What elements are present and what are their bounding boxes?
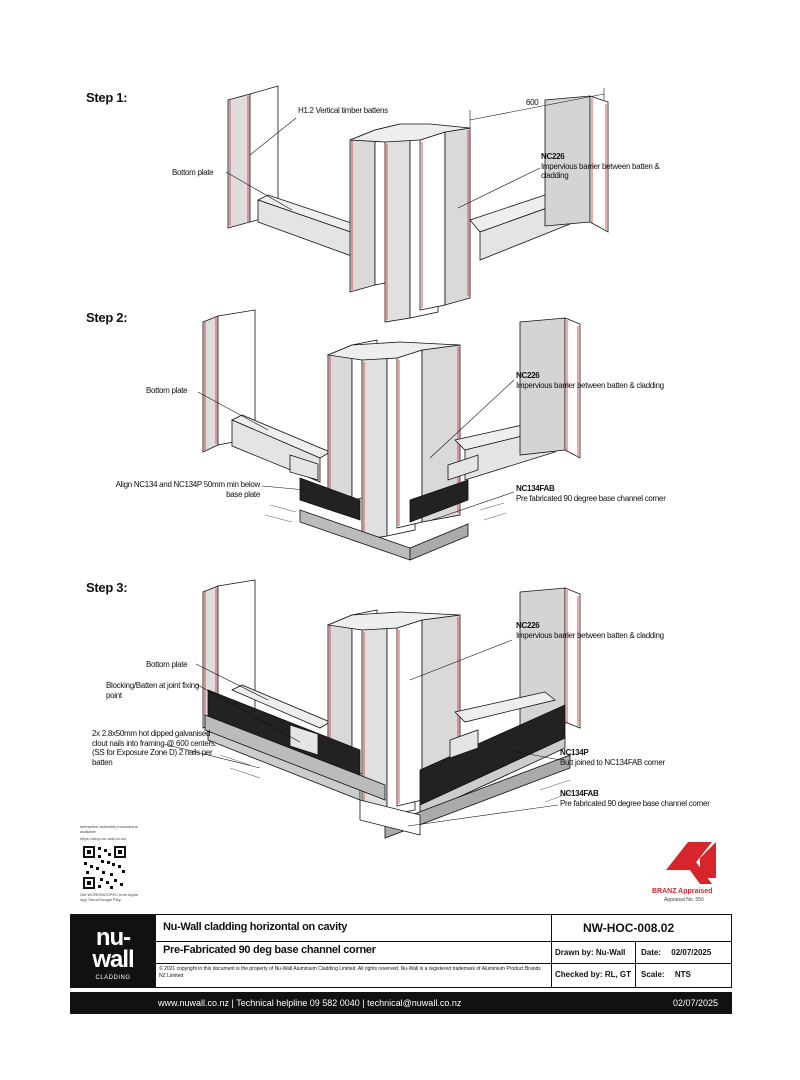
qr-code-graphic bbox=[82, 845, 127, 890]
drawn-by bbox=[555, 948, 625, 957]
label-bottom-plate: Bottom plate bbox=[146, 386, 188, 395]
label-nails-note: 2x 2.8x50mm hot dipped galvanised clout nails into framing @ 600 centers. (SS for Exposure Zone D) 2 nails per batten bbox=[92, 729, 217, 767]
qr-url[interactable]: https://shop.nu-wall.co.nz/ bbox=[80, 836, 127, 841]
drawing-number: NW-HOC-008.02 bbox=[583, 921, 675, 935]
label-nc226-code: NC226 bbox=[516, 371, 540, 380]
label-nc226-desc: Impervious barrier between batten & cladding bbox=[516, 380, 664, 390]
label-nc226 bbox=[541, 152, 671, 181]
step2-drawing bbox=[198, 310, 580, 560]
logo-bottom: wall bbox=[92, 946, 134, 973]
label-nc226-code: NC226 bbox=[516, 621, 540, 630]
label-nc226 bbox=[516, 621, 696, 640]
drawing-title-line2: Pre-Fabricated 90 deg base channel corner bbox=[163, 944, 376, 956]
label-nc134fab-code: NC134FAB bbox=[560, 789, 599, 798]
step3-drawing bbox=[164, 580, 580, 838]
label-nc134fab bbox=[516, 484, 706, 503]
qr-app-text: Get WORKINGSPEC from Apple App Store/Google Play bbox=[80, 892, 139, 902]
label-nc134p-desc: Butt joined to NC134FAB corner bbox=[560, 757, 665, 767]
footer-contacts[interactable]: www.nuwall.co.nz | Technical helpline 09 582 0040 | technical@nuwall.co.nz bbox=[158, 998, 462, 1008]
label-nc226-desc: Impervious barrier between batten & cladding bbox=[541, 161, 660, 180]
label-nc134fab-code: NC134FAB bbox=[516, 484, 555, 493]
label-nc226 bbox=[516, 371, 696, 390]
checked-by-label: Checked by: bbox=[555, 970, 603, 979]
scale-field bbox=[641, 970, 691, 979]
date-label: Date: bbox=[641, 948, 662, 957]
scale-value: NTS bbox=[674, 970, 691, 979]
label-nc134p bbox=[560, 748, 720, 767]
step2-title: Step 2: bbox=[86, 310, 128, 325]
branz-logo-graphic bbox=[666, 842, 716, 884]
label-vertical-battens: H1.2 Vertical timber battens bbox=[298, 106, 388, 115]
label-nc134fab-desc: Pre fabricated 90 degree base channel corner bbox=[560, 798, 710, 808]
label-bottom-plate: Bottom plate bbox=[172, 168, 214, 177]
drawn-by-value: Nu-Wall bbox=[595, 948, 626, 957]
checked-by bbox=[555, 970, 631, 979]
scale-label: Scale: bbox=[641, 970, 665, 979]
label-nc134fab bbox=[560, 789, 730, 808]
footer-bar bbox=[70, 992, 732, 1014]
logo-sub: CLADDING bbox=[95, 975, 131, 981]
drawn-by-label: Drawn by: bbox=[555, 948, 594, 957]
label-dimension: 600 bbox=[526, 98, 539, 107]
drawing-title-line1: Nu-Wall cladding horizontal on cavity bbox=[163, 921, 348, 933]
step3-title: Step 3: bbox=[86, 580, 128, 595]
title-block bbox=[70, 914, 732, 988]
nu-wall-logo bbox=[71, 915, 155, 987]
qr-badge: interactive assembly instructions available bbox=[80, 824, 138, 834]
checked-by-value: RL, GT bbox=[604, 970, 632, 979]
branz-title: BRANZ Appraised bbox=[652, 888, 713, 895]
branz-number: Appraisal No. 550 bbox=[664, 897, 704, 903]
label-nc226-code: NC226 bbox=[541, 152, 565, 161]
footer-date: 02/07/2025 bbox=[672, 998, 718, 1008]
step1-drawing bbox=[226, 86, 608, 322]
label-align-note: Align NC134 and NC134P 50mm min below base plate bbox=[115, 480, 260, 499]
label-bottom-plate: Bottom plate bbox=[146, 660, 188, 669]
label-nc134fab-desc: Pre fabricated 90 degree base channel corner bbox=[516, 493, 666, 503]
step1-title: Step 1: bbox=[86, 90, 128, 105]
date-field bbox=[641, 948, 711, 957]
label-nc226-desc: Impervious barrier between batten & cladding bbox=[516, 630, 664, 640]
date-value: 02/07/2025 bbox=[671, 948, 712, 957]
logo-top: nu- bbox=[95, 924, 131, 951]
copyright-notice: © 2021 copyright in this document is the property of Nu-Wall Aluminium Cladding Limited. All rights reserved. Nu-Wall is a registered trademark of Aluminium Product Brands NZ Limited bbox=[159, 966, 541, 979]
label-nc134p-code: NC134P bbox=[560, 748, 589, 757]
label-blocking: Blocking/Batten at joint fixing point bbox=[106, 681, 199, 700]
